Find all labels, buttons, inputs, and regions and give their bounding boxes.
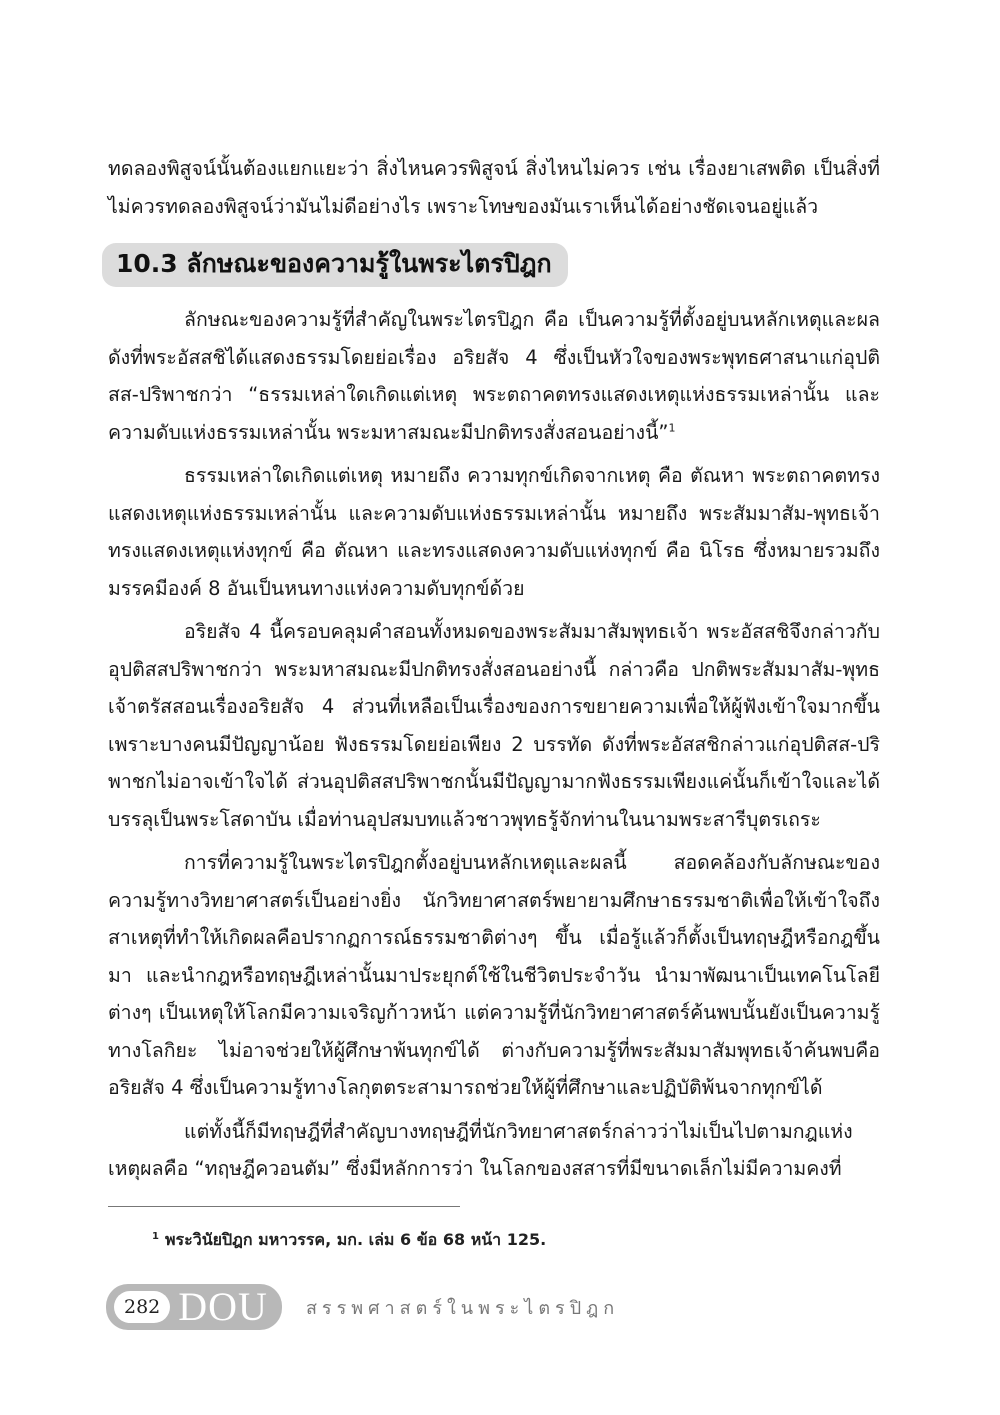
paragraph-4: การที่ความรู้ในพระไตรปิฎกตั้งอยู่บนหลักเหตุและผลนี้ สอดคล้องกับลักษณะของความรู้ทางวิทยาศาสตร์เป็นอย่างยิ่ง นักวิทยาศาสตร์พยายามศึกษาธรรมชาติเพื่อให้เข้าใจถึงสาเหตุที่ทำให้เกิดผลคือปรากฏการณ์ธรรมชาติต่างๆ ขึ้น เมื่อรู้แล้วก็ตั้งเป็นทฤษฎีหรือกฎขึ้นมา และนำกฎหรือทฤษฎีเหล่านั้นมาประยุกต์ใช้ในชีวิตประจำวัน นำมาพัฒนาเป็นเทคโนโลยีต่างๆ เป็นเหตุให้โลกมีความเจริญก้าวหน้า แต่ความรู้ที่นักวิทยาศาสตร์ค้นพบนั้นยังเป็นความรู้ทางโลกิยะ ไม่อาจช่วยให้ผู้ศึกษาพ้นทุกข์ได้ ต่างกับความรู้ที่พระสัมมาสัมพุทธเจ้าค้นพบคือ อริยสัจ 4 ซึ่งเป็นความรู้ทางโลกุตตระสามารถช่วยให้ผู้ที่ศึกษาและปฏิบัติพ้นจากทุกข์ได้ bbox=[108, 851, 880, 1099]
paragraph-3: อริยสัจ 4 นี้ครอบคลุมคำสอนทั้งหมดของพระสัมมาสัมพุทธเจ้า พระอัสสชิจึงกล่าวกับอุปติสสปริพาชกว่า พระมหาสมณะมีปกติทรงสั่งสอนอย่างนี้ กล่าวคือ ปกติพระสัมมาสัม-พุทธเจ้าตรัสสอนเรื่องอริยสัจ 4 ส่วนที่เหลือเป็นเรื่องของการขยายความเพื่อให้ผู้ฟังเข้าใจมากขึ้น เพราะบางคนมีปัญญาน้อย ฟังธรรมโดยย่อเพียง 2 บรรทัด ดังที่พระอัสสชิกล่าวแก่อุปติสส-ปริพาชกไม่อาจเข้าใจได้ ส่วนอุปติสสปริพาชกนั้นมีปัญญามากฟังธรรมเพียงแค่นั้นก็เข้าใจและได้บรรลุเป็นพระโสดาบัน เมื่อท่านอุปสมบทแล้วชาวพุทธรู้จักท่านในนามพระสารีบุตรเถระ bbox=[108, 620, 880, 831]
footnote-divider bbox=[108, 1206, 460, 1207]
paragraph-1-text: ลักษณะของความรู้ที่สำคัญในพระไตรปิฎก คือ เป็นความรู้ที่ตั้งอยู่บนหลักเหตุและผล ดังที่พระอัสสชิได้แสดงธรรมโดยย่อเรื่อง อริยสัจ 4 ซึ่งเป็นหัวใจของพระพุทธศาสนาแก่อุปติสส-ปริพาชกว่า “ธรรมเหล่าใดเกิดแต่เหตุ พระตถาคตทรงแสดงเหตุแห่งธรรมเหล่านั้น และความดับแห่งธรรมเหล่านั้น พระมหาสมณะมีปกติทรงสั่งสอนอย่างนี้” bbox=[108, 308, 880, 444]
continued-paragraph: ทดลองพิสูจน์นั้นต้องแยกแยะว่า สิ่งไหนควรพิสูจน์ สิ่งไหนไม่ควร เช่น เรื่องยาเสพติด เป็นสิ่งที่ไม่ควรทดลองพิสูจน์ว่ามันไม่ดีอย่างไร เพราะโทษของมันเราเห็นได้อย่างชัดเจนอยู่แล้ว bbox=[108, 157, 880, 218]
footnote-ref[interactable]: 1 bbox=[668, 421, 676, 434]
book-title: สรรพศาสตร์ในพระไตรปิฎก bbox=[305, 1297, 620, 1319]
paragraph-1 bbox=[108, 301, 880, 451]
section-heading: 10.3 ลักษณะของความรู้ในพระไตรปิฎก bbox=[102, 243, 568, 287]
page-number: 282 bbox=[114, 1291, 170, 1323]
paragraph-2: ธรรมเหล่าใดเกิดแต่เหตุ หมายถึง ความทุกข์เกิดจากเหตุ คือ ตัณหา พระตถาคตทรงแสดงเหตุแห่งธรรมเหล่านั้น และความดับแห่งธรรมเหล่านั้น หมายถึง พระสัมมาสัม-พุทธเจ้าทรงแสดงเหตุแห่งทุกข์ คือ ตัณหา และทรงแสดงความดับแห่งทุกข์ คือ นิโรธ ซึ่งหมายรวมถึง มรรคมีองค์ 8 อันเป็นหนทางแห่งความดับทุกข์ด้วย bbox=[108, 464, 880, 600]
page-footer bbox=[106, 1283, 619, 1331]
footnote-text: พระวินัยปิฎก มหาวรรค, มก. เล่ม 6 ข้อ 68 หน้า 125. bbox=[164, 1230, 547, 1249]
paragraph-5: แต่ทั้งนี้ก็มีทฤษฎีที่สำคัญบางทฤษฎีที่นักวิทยาศาสตร์กล่าวว่าไม่เป็นไปตามกฎแห่งเหตุผลคือ “ทฤษฎีควอนตัม” ซึ่งมีหลักการว่า ในโลกของสสารที่มีขนาดเล็กไม่มีความคงที่ bbox=[108, 1119, 853, 1180]
footer-badge bbox=[106, 1284, 282, 1330]
page-body bbox=[108, 150, 880, 1188]
dou-logo: DOU bbox=[178, 1284, 268, 1329]
footnote-marker: 1 bbox=[152, 1230, 159, 1242]
footnote bbox=[152, 1228, 546, 1253]
